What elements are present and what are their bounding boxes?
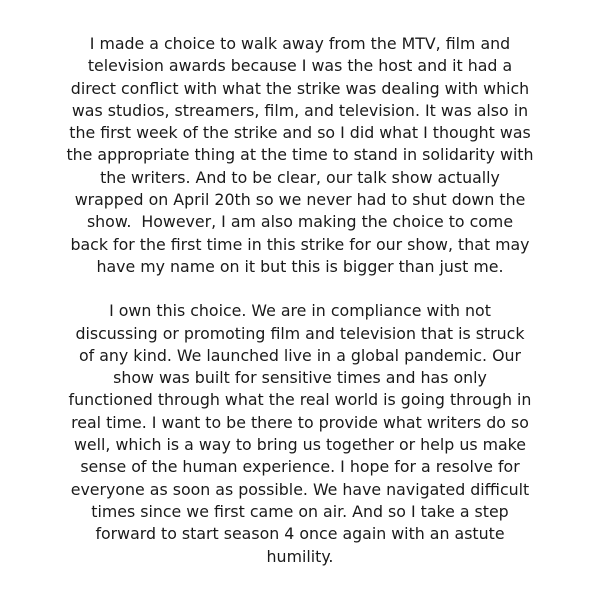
text-line: the appropriate thing at the time to stand in solidarity with: [66, 145, 534, 165]
text-line: I made a choice to walk away from the MTV, film and: [89, 34, 511, 53]
text-line: television awards because I was the host and it had a: [87, 56, 513, 76]
text-line: I own this choice. We are in compliance with not: [109, 301, 491, 321]
text-line: of any kind. We launched live in a global pandemic. Our: [78, 345, 522, 365]
text-line: the first week of the strike and so I did what I thought was: [69, 123, 531, 143]
text-line: back for the first time in this strike for our show, that may: [70, 234, 530, 254]
text-line: sense of the human experience. I hope for a resolve for: [80, 457, 520, 477]
text-line: wrapped on April 20th so we never had to shut down the: [74, 190, 526, 210]
text-line: show was built for sensitive times and has only: [113, 368, 487, 388]
text-line: humility.: [266, 546, 334, 566]
text-line: well, which is a way to bring us together or help us make: [74, 435, 526, 455]
text-line: show. However, I am also making the choice to come: [86, 212, 514, 232]
text-line: times since we first came on air. And so I take a step: [91, 501, 509, 521]
text-line: was studios, streamers, film, and television. It was also in: [71, 100, 529, 120]
paragraph-2: [0, 300, 600, 568]
text-line: functioned through what the real world is going through in: [68, 390, 532, 410]
text-line: forward to start season 4 once again with an astute: [95, 524, 505, 544]
paragraph-1: [0, 33, 600, 278]
text-line: direct conflict with what the strike was dealing with which: [70, 78, 530, 98]
text-line: the writers. And to be clear, our talk show actually: [100, 167, 500, 187]
text-line: discussing or promoting film and television that is struck: [75, 323, 525, 343]
text-line: real time. I want to be there to provide what writers do so: [71, 412, 529, 432]
text-line: have my name on it but this is bigger than just me.: [96, 256, 504, 276]
text-line: everyone as soon as possible. We have navigated difficult: [70, 479, 530, 499]
